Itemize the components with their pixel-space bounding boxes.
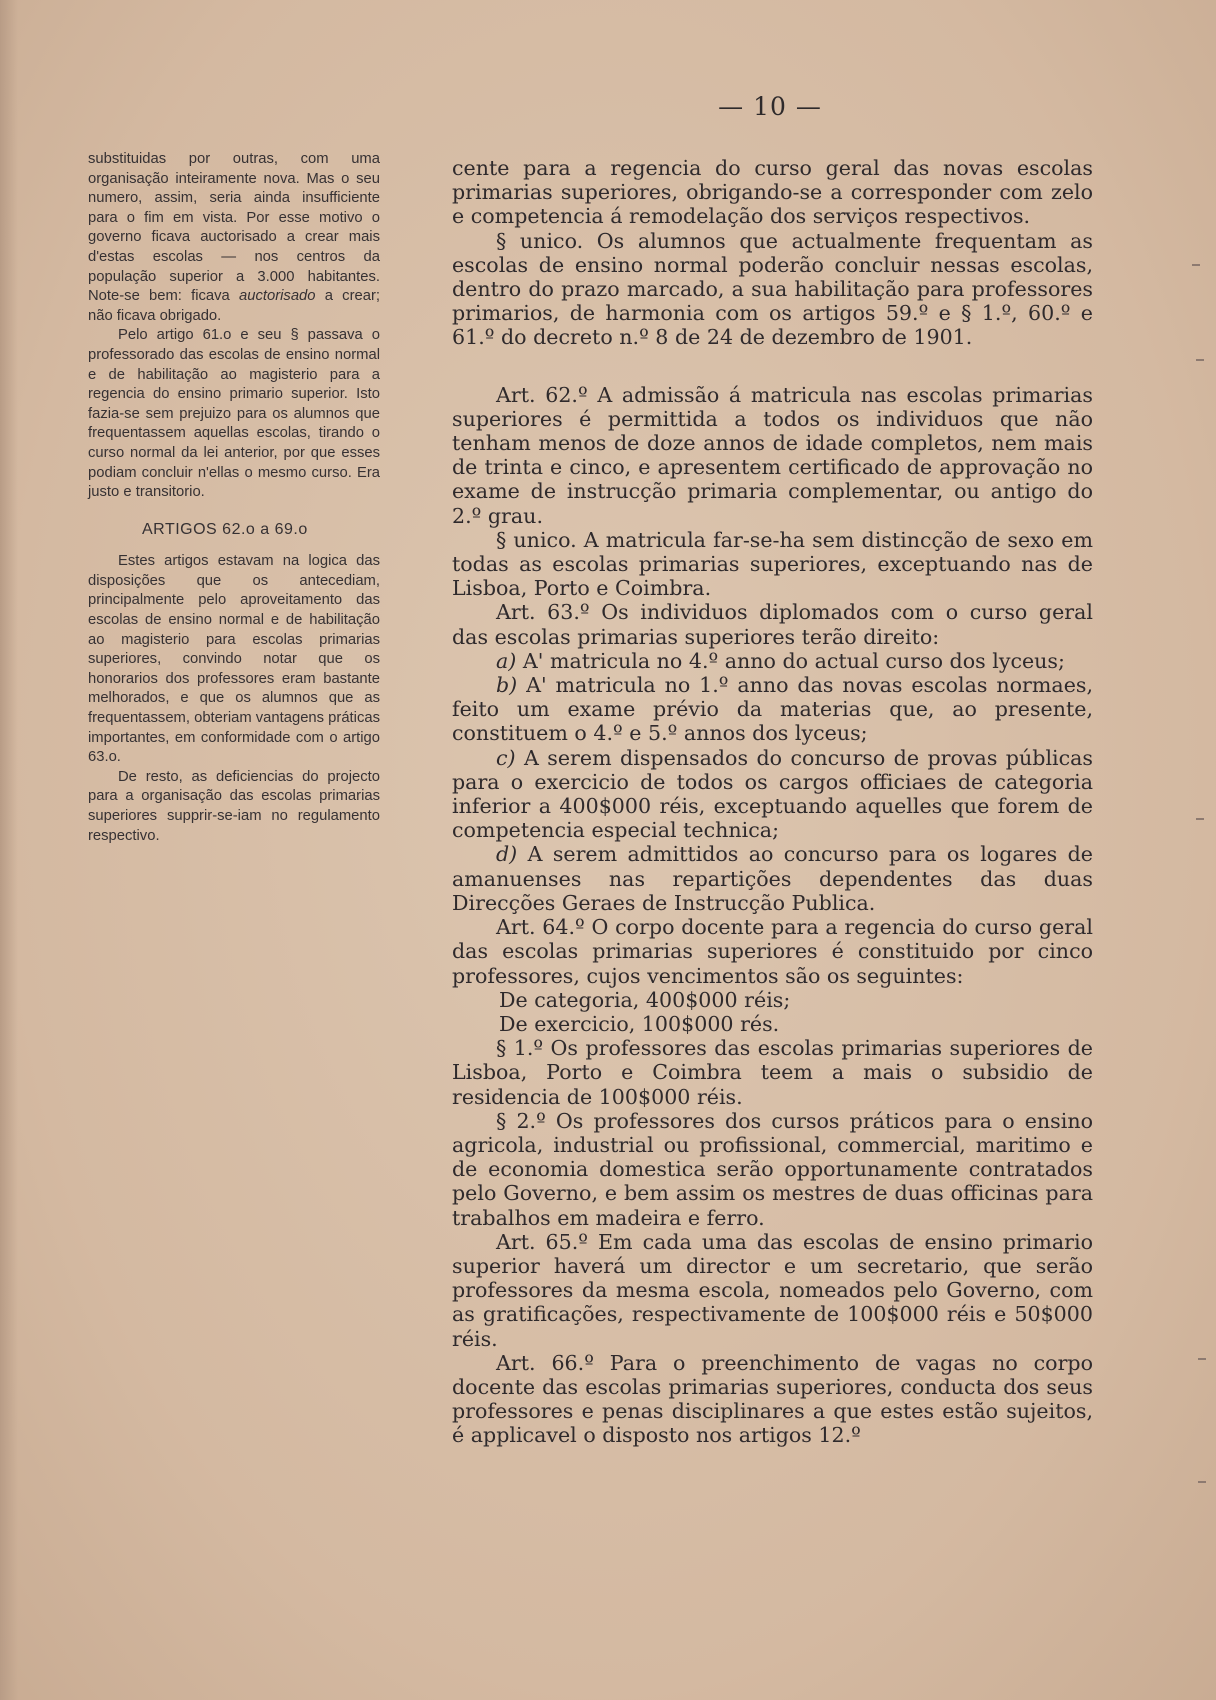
salary-line: De exercicio, 100$000 rés. [499,1011,780,1036]
note-paragraph-3: Estes artigos estavam na logica das disposições que os antecediam, principalmente pelo aproveitamento das escolas de ensino normal e de habilitação ao magisterio para escolas primarias superiores, convindo notar que os honorarios dos professores eram bastante melhorados, e que os alumnos que as frequentassem, obteriam vantagens práticas importantes, em conformidade com o artigo 63.o. [88,553,380,766]
article-65: Art. 65.º Em cada uma das escolas de ensino primario superior haverá um director e um secretario, que serão professores da mesma escola, nomeados pelo Governo, com as gratificações, respectivamente de 100$000 réis e 50$000 réis. [452,1229,1093,1351]
emphasis-text: auctorisado [239,288,316,305]
list-item-b: b) A' matricula no 1.º anno das novas escolas normaes, feito um exame prévio da materias que, ao presente, constituem o 4.º e 5.º annos dos lyceus; [452,673,1093,746]
article-64: Art. 64.º O corpo docente para a regencia do curso geral das escolas primarias superiores é constituido por cinco professores, cujos vencimentos são os seguintes: [452,915,1093,988]
margin-mark [1198,1481,1206,1483]
paragraph: § unico. A matricula far-se-ha sem distincção de sexo em todas as escolas primarias superiores, exceptuando nas de Lisboa, Porto e Coimbra. [452,527,1093,601]
commentary-column [88,150,380,846]
note-paragraph-4: De resto, as deficiencias do projecto para a organisação das escolas primarias superiores supprir-se-iam no regulamento respectivo. [88,768,380,844]
article-63: Art. 63.º Os individuos diplomados com o curso geral das escolas primarias superiores terão direito: [452,600,1093,649]
page-edge-shadow [0,0,18,1700]
section-heading: ARTIGOS 62.o a 69.o [142,520,308,538]
list-item-a: a) A' matricula no 4.º anno do actual curso dos lyceus; [496,648,1065,673]
paragraph: § unico. Os alumnos que actualmente frequentam as escolas de ensino normal poderão concluir nessas escolas, dentro do prazo marcado, a sua habilitação para professores primarios, de harmonia com os artigos 59.º e § 1.º, 60.º e 61.º do decreto n.º 8 de 24 de dezembro de 1901. [452,228,1093,350]
margin-mark [1192,264,1200,266]
article-66: Art. 66.º Para o preenchimento de vagas no corpo docente das escolas primarias superiores, conducta dos seus professores e penas disciplinares a que estes estão sujeitos, é applicavel o disposto nos artigos 12.º [452,1350,1093,1448]
margin-mark [1196,359,1204,361]
list-item-c: c) A serem dispensados do concurso de provas públicas para o exercicio de todos os cargos officiaes de categoria inferior a 400$000 réis, exceptuando aquelles que forem de competencia especial technica; [452,745,1093,843]
note-paragraph-2: Pelo artigo 61.o e seu § passava o professorado das escolas de ensino normal e de habilitação ao magisterio para a regencia do ensino primario superior. Isto fazia-se sem prejuizo para os alumnos que frequentassem aquellas escolas, tirando o curso normal da lei anterior, por que esses podiam concluir n'ellas o mesmo curso. Era justo e transitorio. [88,327,380,501]
margin-mark [1196,818,1204,820]
list-item-d: d) A serem admittidos ao concurso para os logares de amanuenses nas repartições dependentes das duas Direcções Geraes de Instrucção Publica. [452,842,1093,915]
paragraph: cente para a regencia do curso geral das novas escolas primarias superiores, obrigando-se a corresponder com zelo e competencia á remodelação dos serviços respectivos. [452,156,1093,229]
law-text-column [452,156,1093,1448]
article-62: Art. 62.º A admissão á matricula nas escolas primarias superiores é permittida a todos os individuos que não tenham menos de doze annos de idade completos, nem mais de trinta e cinco, e apresentem certificado de approvação no exame de instrucção primaria complementar, ou antigo do 2.º grau. [452,382,1093,528]
paragraph: § 2.º Os professores dos cursos práticos para o ensino agricola, industrial ou profissional, commercial, maritimo e de economia domestica serão opportunamente contratados pelo Governo, e bem assim os mestres de duas officinas para trabalhos em madeira e ferro. [452,1108,1093,1230]
page-number: — 10 — [718,92,822,121]
paragraph: § 1.º Os professores das escolas primarias superiores de Lisboa, Porto e Coimbra teem a mais o subsidio de residencia de 100$000 réis. [452,1036,1093,1109]
salary-line: De categoria, 400$000 réis; [499,987,791,1012]
note-paragraph-1: substituidas por outras, com uma organisação inteiramente nova. Mas o seu numero, assim, seria ainda insufficiente para o fim em vista. Por esse motivo o governo ficava auctorisado a crear mais d'estas escolas — nos centros da população superior a 3.000 habitantes. Note-se bem: ficava auctorisado a crear; não ficava obrigado. [88,151,380,324]
margin-mark [1198,1358,1206,1360]
